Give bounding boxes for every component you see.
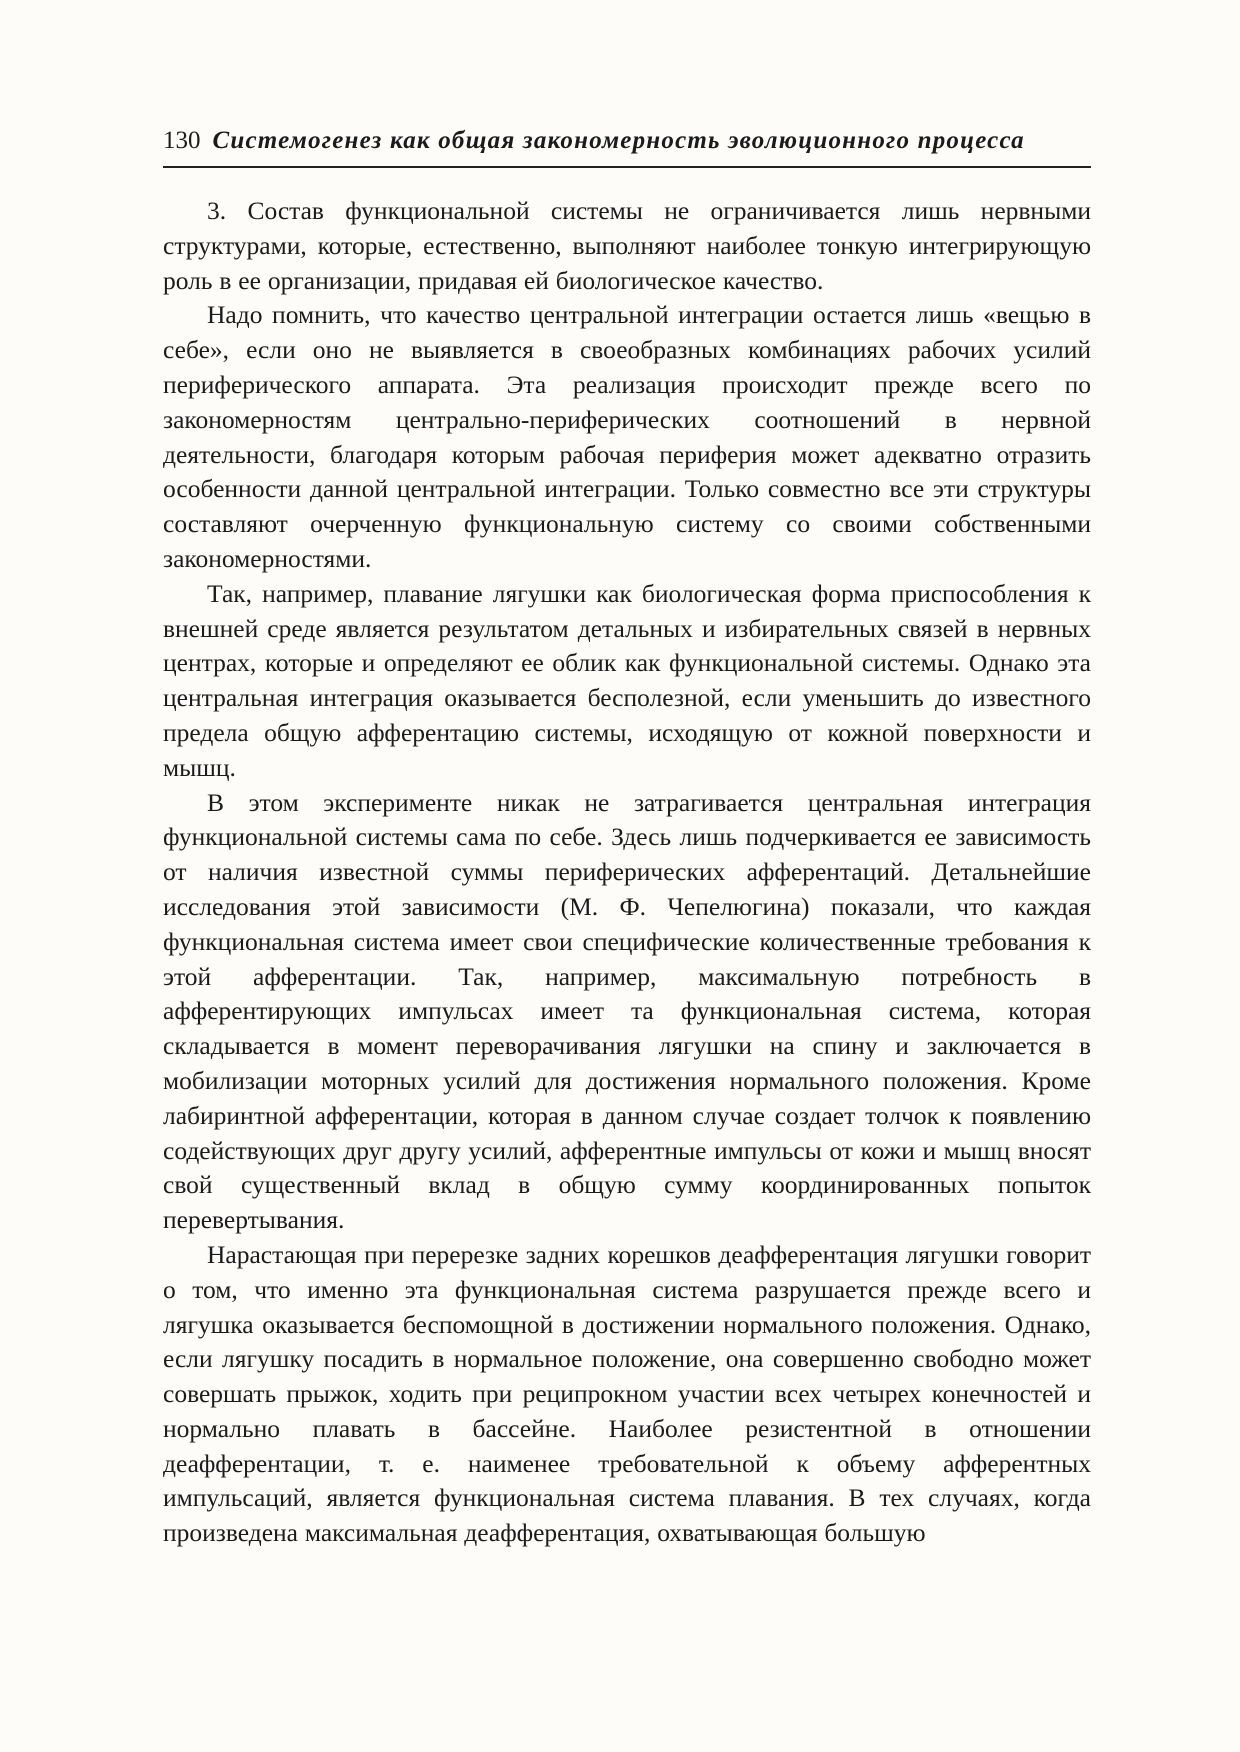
paragraph: Нарастающая при перерезке задних корешков деафферентация лягушки говорит о том, что именно эта функциональная система разрушается прежде всего и лягушка оказывается беспомощной в достижении нормального положения. Однако, если лягушку посадить в нормальное положение, она совершенно свободно может совершать прыжок, ходить при реципрокном участии всех четырех конечностей и нормально плавать в бассейне. Наиболее резистентной в отношении деафферентации, т. е. наименее требовательной к объему афферентных импульсаций, является функциональная система плавания. В тех случаях, когда произведена максимальная деафферентация, охватывающая большую (163, 1239, 1091, 1548)
paragraph: В этом эксперименте никак не затрагивается центральная интеграция функциональной системы сама по себе. Здесь лишь подчеркивается ее зависимость от наличия известной суммы периферических афферентаций. Детальнейшие исследования этой зависимости (М. Ф. Чепелюгина) показали, что каждая функциональная система имеет свои специфические количественные требования к этой афферентации. Так, например, максимальную потребность в афферентирующих импульсах имеет та функциональная система, которая складывается в момент переворачивания лягушки на спину и заключается в мобилизации моторных усилий для достижения нормального положения. Кроме лабиринтной афферентации, которая в данном случае создает толчок к появлению содействующих друг другу усилий, афферентные импульсы от кожи и мышц вносят свой существенный вклад в общую сумму координированных попыток перевертывания. (163, 787, 1091, 1235)
body-text (163, 194, 1091, 1551)
running-head-title: Системогенез как общая закономерность эволюционного процесса (212, 127, 1025, 154)
paragraph: 3. Состав функциональной системы не ограничивается лишь нервными структурами, которые, естественно, выполняют наиболее тонкую интегрирующую роль в ее организации, придавая ей биологическое качество. (163, 196, 1091, 295)
page-number: 130 (163, 127, 201, 154)
paragraph: Надо помнить, что качество центральной интеграции остается лишь «вещью в себе», если оно не выявляется в своеобразных комбинациях рабочих усилий периферического аппарата. Эта реализация происходит прежде всего по закономерностям центрально-периферических соотношений в нервной деятельности, благодаря которым рабочая периферия может адекватно отразить особенности данной центральной интеграции. Только совместно все эти структуры составляют очерченную функциональную систему со своими собственными закономерностями. (163, 300, 1091, 573)
paragraph: Так, например, плавание лягушки как биологическая форма приспособления к внешней среде является результатом детальных и избирательных связей в нервных центрах, которые и определяют ее облик как функциональной системы. Однако эта центральная интеграция оказывается бесполезной, если уменьшить до известного предела общую афферентацию системы, исходящую от кожной поверхности и мышц. (163, 578, 1091, 782)
book-page (163, 126, 1091, 1551)
running-head (163, 126, 1091, 168)
